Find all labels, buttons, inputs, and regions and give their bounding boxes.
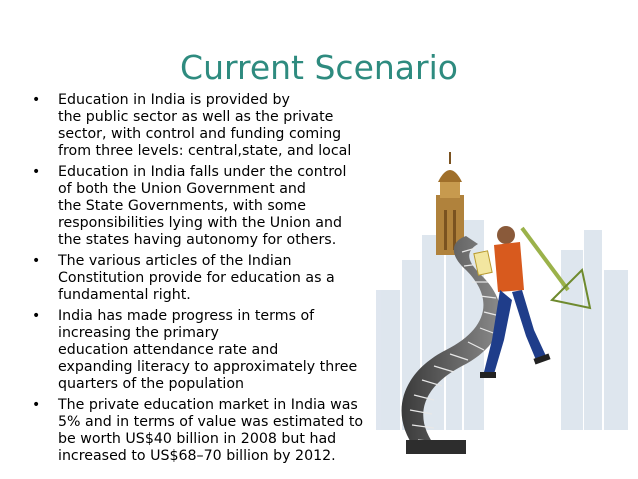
- bullet-text: The various articles of the Indian Constitution provide for education as a fundamental right.: [58, 253, 335, 303]
- bullet-dot: •: [32, 164, 41, 180]
- bullet-text: India has made progress in terms of increasing the primary education attendance rate and expanding literacy to approximately three quarters of the population: [58, 308, 358, 392]
- slide-title: Current Scenario: [180, 48, 458, 87]
- bullet-text: The private education market in India was 5% and in terms of value was estimated to be worth US$40 billion in 2008 but had increased to US$68–70 billion by 2012.: [58, 397, 364, 464]
- bullet-item: [32, 92, 372, 160]
- bullet-item: [32, 397, 372, 465]
- bullet-item: [32, 253, 372, 304]
- bullet-text: Education in India falls under the control of both the Union Government and the State Governments, with some responsibilities lying with the Union and the states having autonomy for others.: [58, 164, 347, 248]
- bullet-item: [32, 164, 372, 249]
- bullet-list: [32, 92, 372, 469]
- bullet-dot: •: [32, 308, 41, 324]
- bullet-dot: •: [32, 92, 41, 108]
- bullet-item: [32, 308, 372, 393]
- staircase-climber-illustration: [376, 140, 632, 470]
- bullet-text: Education in India is provided by the public sector as well as the private sector, with control and funding coming from three levels: central,state, and local: [58, 92, 352, 159]
- bullet-dot: •: [32, 253, 41, 269]
- bullet-dot: •: [32, 397, 41, 413]
